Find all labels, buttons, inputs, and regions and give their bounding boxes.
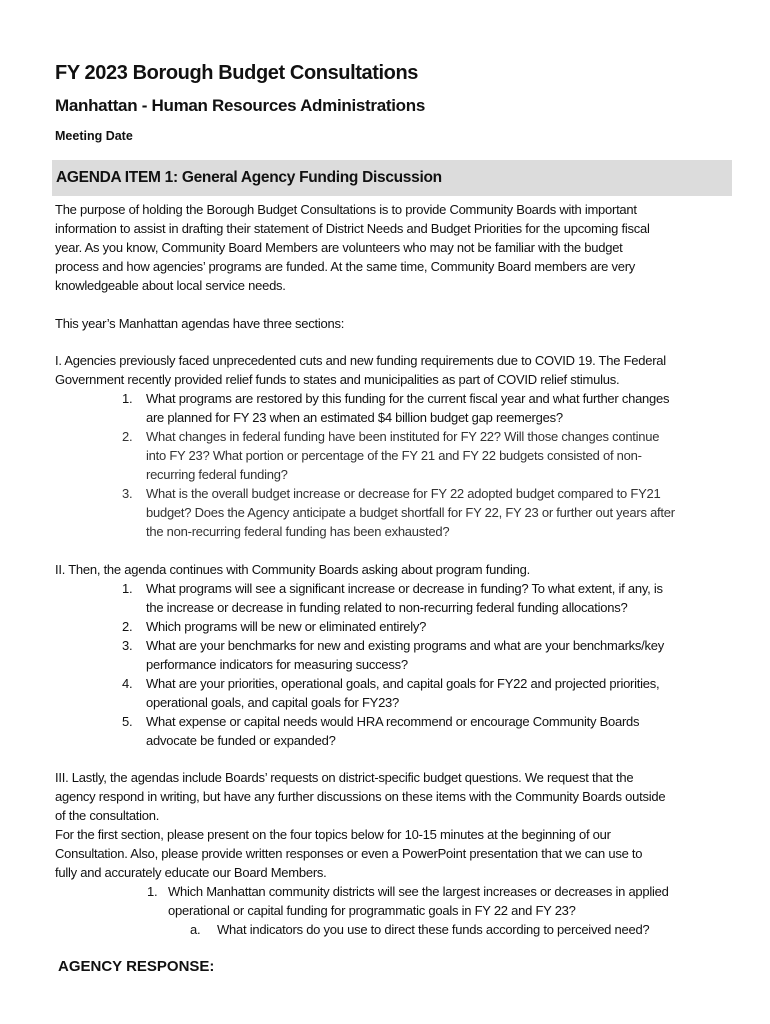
text-line: The purpose of holding the Borough Budget Consultations is to provide Community Boards with important [55, 202, 637, 217]
text-line: information to assist in drafting their statement of District Needs and Budget Priorities for the upcoming fiscal [55, 221, 650, 236]
list-item [55, 712, 730, 750]
text-line: II. Then, the agenda continues with Community Boards asking about program funding. [55, 562, 530, 577]
text-line: What is the overall budget increase or decrease for FY 22 adopted budget compared to FY21 [146, 486, 661, 501]
text-line: process and how agencies’ programs are funded. At the same time, Community Board members are very [55, 259, 636, 274]
agenda-item-header [52, 160, 732, 196]
list-number: 3. [122, 638, 133, 653]
section-3 [55, 768, 730, 939]
text-line: Consultation. Also, please provide written responses or even a PowerPoint presentation that we can use to [55, 846, 643, 861]
list-item [55, 674, 730, 712]
text-line: recurring federal funding? [146, 467, 288, 482]
section-2 [55, 560, 730, 750]
text-line: the non-recurring federal funding has been exhausted? [146, 524, 450, 539]
text-line: This year’s Manhattan agendas have three sections: [55, 316, 345, 331]
document-title: FY 2023 Borough Budget Consultations [55, 62, 419, 84]
text-line: operational goals, and capital goals for FY23? [146, 695, 400, 710]
list-number: 4. [122, 676, 133, 691]
text-line: What programs will see a significant increase or decrease in funding? To what extent, if any, is [146, 581, 663, 596]
list-item [55, 484, 730, 541]
list-number: 3. [122, 486, 133, 501]
text-line: What are your priorities, operational goals, and capital goals for FY22 and projected priorities, [146, 676, 660, 691]
text-line: III. Lastly, the agendas include Boards’ requests on district-specific budget questions. We request that the [55, 770, 634, 785]
text-line: For the first section, please present on the four topics below for 10-15 minutes at the beginning of our [55, 827, 611, 842]
list-number: 2. [122, 619, 133, 634]
text-line: operational or capital funding for programmatic goals in FY 22 and FY 23? [168, 903, 576, 918]
text-line: What indicators do you use to direct these funds according to perceived need? [217, 922, 650, 937]
text-line: fully and accurately educate our Board Members. [55, 865, 327, 880]
agenda-item-title: AGENDA ITEM 1: General Agency Funding Discussion [56, 169, 442, 186]
text-line: are planned for FY 23 when an estimated $4 billion budget gap reemerges? [146, 410, 563, 425]
list-item [55, 427, 730, 484]
list-item [55, 579, 730, 617]
intro-paragraph [55, 200, 730, 295]
list-number: 1. [122, 391, 133, 406]
text-line: budget? Does the Agency anticipate a budget shortfall for FY 22, FY 23 or further out years after [146, 505, 675, 520]
meeting-date-label: Meeting Date [55, 129, 133, 143]
text-line: What expense or capital needs would HRA recommend or encourage Community Boards [146, 714, 640, 729]
text-line: Which programs will be new or eliminated entirely? [146, 619, 427, 634]
section-1 [55, 351, 730, 541]
list-number: 1. [147, 884, 158, 899]
text-line: I. Agencies previously faced unprecedented cuts and new funding requirements due to COVID 19. The Federal [55, 353, 666, 368]
text-line: What are your benchmarks for new and existing programs and what are your benchmarks/key [146, 638, 665, 653]
text-line: performance indicators for measuring success? [146, 657, 408, 672]
sections-intro [55, 314, 730, 333]
list-number: 2. [122, 429, 133, 444]
list-number: 5. [122, 714, 133, 729]
text-line: year. As you know, Community Board Members are volunteers who may not be familiar with the budget [55, 240, 623, 255]
document-subtitle: Manhattan - Human Resources Administrations [55, 96, 425, 115]
text-line: Government recently provided relief funds to states and municipalities as part of COVID relief stimulus. [55, 372, 620, 387]
list-item [55, 636, 730, 674]
list-number: 1. [122, 581, 133, 596]
text-line: of the consultation. [55, 808, 160, 823]
text-line: What programs are restored by this funding for the current fiscal year and what further changes [146, 391, 670, 406]
text-line: advocate be funded or expanded? [146, 733, 336, 748]
list-item [55, 617, 730, 636]
list-item [55, 389, 730, 427]
text-line: Which Manhattan community districts will see the largest increases or decreases in applied [168, 884, 669, 899]
text-line: into FY 23? What portion or percentage of the FY 21 and FY 22 budgets consisted of non- [146, 448, 642, 463]
agency-response-heading: AGENCY RESPONSE: [58, 958, 215, 975]
list-item [55, 882, 730, 920]
text-line: agency respond in writing, but have any further discussions on these items with the Community Boards outside [55, 789, 666, 804]
text-line: knowledgeable about local service needs. [55, 278, 286, 293]
text-line: the increase or decrease in funding related to non-recurring federal funding allocations? [146, 600, 628, 615]
text-line: What changes in federal funding have been instituted for FY 22? Will those changes continue [146, 429, 660, 444]
list-letter: a. [190, 922, 201, 937]
sub-list-item [55, 920, 730, 939]
